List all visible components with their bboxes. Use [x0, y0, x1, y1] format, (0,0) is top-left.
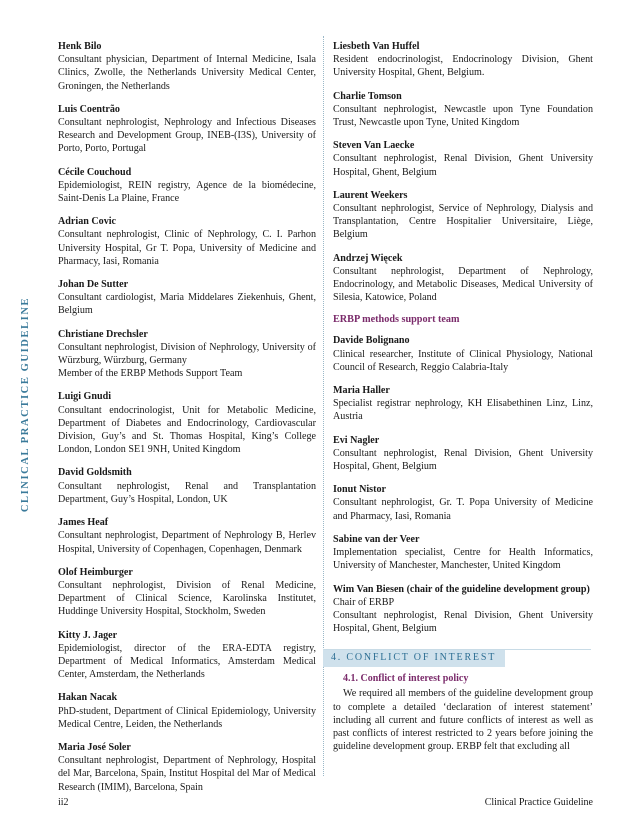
- member-entry: [333, 384, 593, 424]
- member-affiliation: Consultant nephrologist, Division of Nephrology, University of Würzburg, Würzburg, Germany: [58, 341, 316, 367]
- member-affiliation: Consultant nephrologist, Renal Division, Ghent University Hospital, Ghent, Belgium: [333, 153, 593, 178]
- member-affiliation: Chair of ERBP: [333, 596, 395, 608]
- methods-heading: ERBP methods support team: [333, 314, 460, 326]
- member-name: Maria Haller: [333, 385, 390, 397]
- member-affiliation: Epidemiologist, director of the ERA-EDTA registry, Department of Medical Informatics, Amsterdam Medical Center, Amsterdam, the Netherlands: [58, 642, 316, 681]
- member-entry: [58, 103, 316, 156]
- conflict-section-bar: [323, 649, 591, 667]
- member-affiliation: Implementation specialist, Centre for Health Informatics, University of Manchester, Manchester, United Kingdom: [333, 547, 593, 572]
- member-entry: [333, 139, 593, 179]
- member-entry: [333, 434, 593, 474]
- member-entry: [333, 90, 593, 130]
- member-entry: [333, 252, 593, 305]
- member-entry: [58, 741, 316, 794]
- member-affiliation: Consultant physician, Department of Internal Medicine, Isala Clinics, Zwolle, the Netherlands University Medical Center, Groningen, the Netherlands: [58, 54, 316, 92]
- member-affiliation: Resident endocrinologist, Endocrinology Division, Ghent University Hospital, Ghent, Belgium.: [333, 54, 593, 79]
- member-entry: [58, 40, 316, 93]
- member-entry: [58, 691, 316, 731]
- member-entry: [58, 566, 316, 619]
- member-affiliation: Consultant nephrologist, Gr. T. Popa University of Medicine and Pharmacy, Iasi, Romania: [333, 497, 593, 522]
- member-name: Olof Heimburger: [58, 566, 133, 578]
- member-entry: [333, 533, 593, 573]
- member-entry: [333, 189, 593, 242]
- member-affiliation: Consultant nephrologist, Department of Nephrology, Hospital del Mar, Barcelona, Spain, Institut Hospital del Mar of Medical Research (IMIM), Barcelona, Spain: [58, 755, 316, 793]
- conflict-body-text: We required all members of the guideline development group to complete a detailed ‘declaration of interest statement’ including all current and future conflicts of interest as well as past conflicts of interest restricted to 2 years before joining the guideline development group. ERBP felt that excluding all: [333, 688, 593, 753]
- member-name: Cécile Couchoud: [58, 166, 132, 178]
- conflict-section-title: 4. CONFLICT OF INTEREST: [331, 652, 497, 664]
- member-name: Steven Van Laecke: [333, 140, 415, 152]
- right-column: [333, 40, 593, 753]
- member-affiliation: Member of the ERBP Methods Support Team: [58, 368, 243, 380]
- member-name: Johan De Sutter: [58, 279, 129, 291]
- member-name: Hakan Nacak: [58, 692, 118, 704]
- member-name: David Goldsmith: [58, 467, 132, 479]
- member-affiliation: Clinical researcher, Institute of Clinical Physiology, National Council of Research, Reggio Calabria-Italy: [333, 348, 593, 373]
- member-entry: [58, 390, 316, 456]
- member-entry: [58, 328, 316, 381]
- member-name: Andrzej Więcek: [333, 252, 403, 264]
- member-entry: [333, 334, 593, 374]
- member-entry: [58, 466, 316, 506]
- member-entry: [333, 583, 593, 636]
- member-affiliation: Consultant nephrologist, Division of Renal Medicine, Department of Clinical Science, Karolinska Institutet, Huddinge University Hospital, Stockholm, Sweden: [58, 579, 316, 618]
- member-affiliation: Specialist registrar nephrology, KH Elisabethinen Linz, Linz, Austria: [333, 398, 593, 423]
- member-affiliation: Epidemiologist, REIN registry, Agence de la biomédecine, Saint-Denis La Plaine, France: [58, 179, 316, 205]
- conflict-subheading: 4.1. Conflict of interest policy: [343, 673, 469, 685]
- member-name: Sabine van der Veer: [333, 533, 420, 545]
- member-name: Wim Van Biesen (chair of the guideline development group): [333, 583, 590, 595]
- member-name: Liesbeth Van Huffel: [333, 41, 420, 52]
- methods-team-list: [333, 334, 593, 635]
- members-list-right: [333, 40, 593, 304]
- member-entry: [58, 166, 316, 206]
- member-name: James Heaf: [58, 517, 109, 529]
- member-name: Laurent Weekers: [333, 189, 408, 201]
- member-affiliation: Consultant nephrologist, Clinic of Nephrology, C. I. Parhon University Hospital, Gr T. Popa, University of Medicine and Pharmacy, Iasi, Romania: [58, 229, 316, 267]
- page-number: ii2: [58, 797, 69, 808]
- member-affiliation: Consultant nephrologist, Newcastle upon Tyne Foundation Trust, Newcastle upon Tyne, United Kingdom: [333, 103, 593, 129]
- member-name: Ionut Nistor: [333, 484, 386, 496]
- member-name: Evi Nagler: [333, 434, 380, 446]
- member-entry: [333, 483, 593, 523]
- member-name: Maria José Soler: [58, 741, 131, 753]
- side-label-text: CLINICAL PRACTICE GUIDELINE: [20, 296, 32, 513]
- member-entry: [58, 215, 316, 268]
- member-affiliation: Consultant nephrologist, Department of Nephrology B, Herlev Hospital, University of Copenhagen, Copenhagen, Denmark: [58, 530, 316, 555]
- member-name: Henk Bilo: [58, 41, 102, 52]
- member-affiliation: Consultant endocrinologist, Unit for Metabolic Medicine, Department of Diabetes and Endocrinology, Cardiovascular Division, Guy’s and St. Thomas Hospital, King’s College London, London SE1 9NH, United Kingdom: [58, 404, 316, 456]
- side-label: [14, 292, 38, 517]
- member-entry: [58, 516, 316, 556]
- member-affiliation: Consultant nephrologist, Nephrology and Infectious Diseases Research and Development Group, INEB-(I3S), University of Porto, Porto, Portugal: [58, 117, 316, 155]
- member-affiliation: Consultant nephrologist, Renal Division, Ghent University Hospital, Ghent, Belgium: [333, 447, 593, 473]
- member-name: Adrian Covic: [58, 216, 117, 228]
- member-name: Charlie Tomson: [333, 90, 402, 102]
- member-affiliation: Consultant nephrologist, Department of Nephrology, Endocrinology, and Metabolic Diseases, Medical University of Silesia, Katowice, Poland: [333, 265, 593, 304]
- member-name: Davide Bolignano: [333, 335, 410, 347]
- member-affiliation: PhD-student, Department of Clinical Epidemiology, University Medical Centre, Leiden, the Netherlands: [58, 705, 316, 730]
- member-entry: [58, 278, 316, 318]
- member-name: Luigi Gnudi: [58, 391, 112, 403]
- member-name: Christiane Drechsler: [58, 328, 148, 340]
- left-column: [58, 40, 316, 804]
- member-entry: [58, 629, 316, 682]
- member-affiliation: Consultant nephrologist, Renal and Transplantation Department, Guy’s Hospital, London, UK: [58, 480, 316, 505]
- member-affiliation: Consultant nephrologist, Service of Nephrology, Dialysis and Transplantation, Centre Hospitalier Universitaire, Liège, Belgium: [333, 203, 593, 241]
- member-name: Luis Coentrão: [58, 103, 120, 115]
- member-entry: [333, 40, 593, 80]
- member-name: Kitty J. Jager: [58, 629, 118, 641]
- running-title: Clinical Practice Guideline: [484, 797, 593, 808]
- member-affiliation: Consultant cardiologist, Maria Middelares Ziekenhuis, Ghent, Belgium: [58, 292, 316, 317]
- member-affiliation: Consultant nephrologist, Renal Division, Ghent University Hospital, Ghent, Belgium: [333, 609, 593, 635]
